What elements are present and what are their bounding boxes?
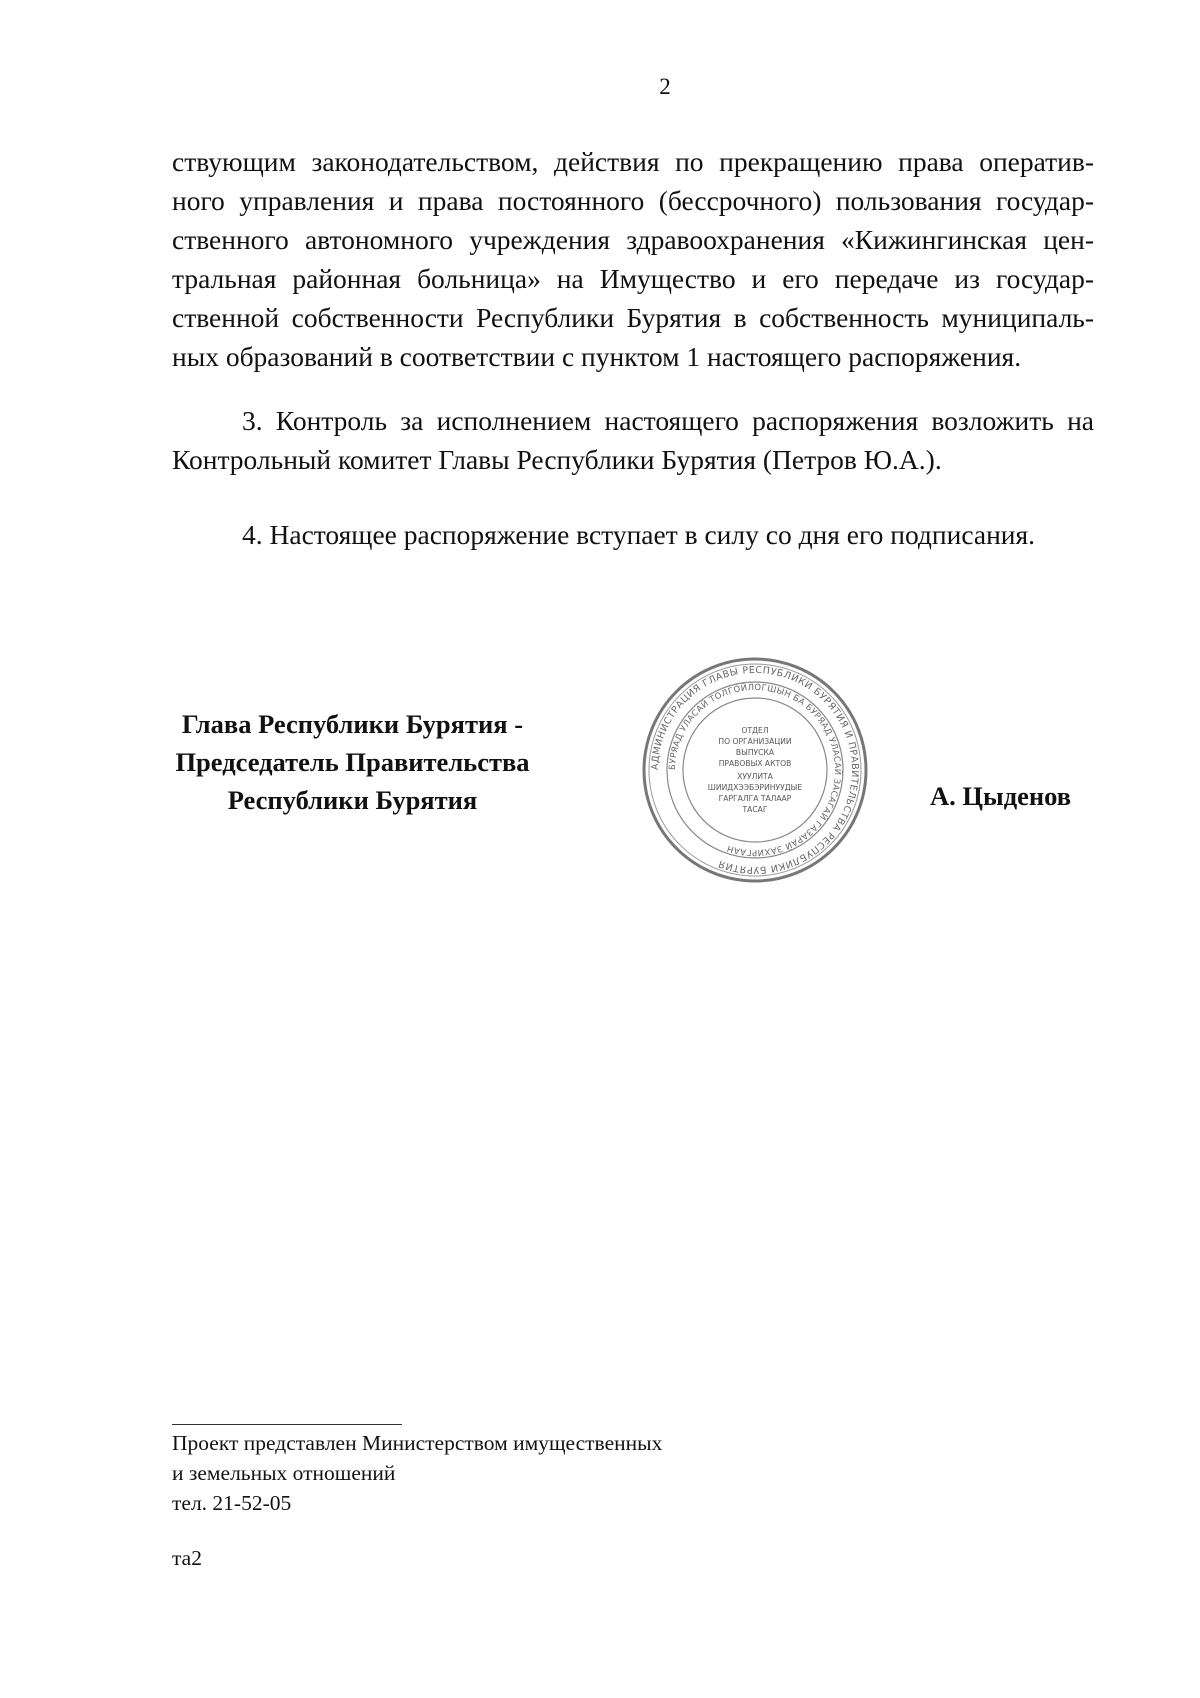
page-number: 2 — [659, 74, 671, 99]
signatory-name: А. Цыденов — [930, 781, 1072, 811]
paragraph-continuation — [172, 142, 1094, 376]
svg-text:АДМИНИСТРАЦИЯ ГЛАВЫ РЕСПУБЛИКИ — [650, 665, 860, 875]
seal-center-text: ПО ОРГАНИЗАЦИИ — [718, 737, 792, 746]
text-line: ственного автономного учреждения здравоохранения «Кижингинская цен- — [172, 224, 1094, 255]
seal-center-text: ШИИДХЭЭБЭРИНУУДЫЕ — [707, 783, 803, 792]
footnote-divider — [172, 1424, 402, 1425]
footnote-line: тел. 21-52-05 — [172, 1491, 292, 1515]
seal-inner-text: БУРЯАД УЛАСАЙ ТОЛГОЙЛОГШЫН БА БУРЯАД УЛАСАЙ ЗАСАГАЙ ГАЗАРАЙ ЗАХИРГААН — [667, 682, 843, 858]
footnote-line: и земельных отношений — [172, 1461, 396, 1485]
text-line: ного управления и права постоянного (бессрочного) пользования государ- — [172, 185, 1094, 216]
signatory-title — [160, 705, 545, 819]
footnote-line: Проект представлен Министерством имущественных — [172, 1431, 663, 1455]
signatory-title-line: Председатель Правительства — [175, 747, 530, 777]
paragraph-item-4 — [172, 515, 1094, 554]
seal-center-text: ОТДЕЛ — [741, 726, 769, 735]
seal-center-text: ПРАВОВЫХ АКТОВ — [718, 759, 792, 768]
paragraph-item-3 — [172, 401, 1094, 479]
text-line: ных образований в соответствии с пунктом 1 настоящего распоряжения. — [172, 341, 1022, 372]
footnote — [172, 1428, 662, 1518]
document-code: та2 — [172, 1546, 202, 1570]
text-line: ствующим законодательством, действия по прекращению права оператив- — [172, 146, 1094, 177]
text-line: 3. Контроль за исполнением настоящего распоряжения возложить на — [242, 405, 1094, 436]
seal-center-text: ТАСАГ — [742, 805, 768, 814]
seal-center-text: ГАРГАЛГА ТАЛААР — [718, 794, 792, 803]
signatory-title-line: Республики Бурятия — [227, 785, 478, 815]
text-line: ственной собственности Республики Бурятия в собственность муниципаль- — [172, 302, 1094, 333]
text-line: тральная районная больница» на Имущество и его передаче из государ- — [172, 263, 1094, 294]
seal-center-text: ХУУЛИТА — [737, 772, 773, 781]
seal-center-text: ВЫПУСКА — [735, 748, 775, 757]
official-seal — [640, 655, 870, 885]
signatory-title-line: Глава Республики Бурятия - — [181, 709, 524, 739]
text-line: Контрольный комитет Главы Республики Бурятия (Петров Ю.А.). — [172, 444, 942, 475]
text-line: 4. Настоящее распоряжение вступает в силу со дня его подписания. — [242, 519, 1036, 550]
seal-outer-text: АДМИНИСТРАЦИЯ ГЛАВЫ РЕСПУБЛИКИ БУРЯТИЯ И ПРАВИТЕЛЬСТВА РЕСПУБЛИКИ БУРЯТИЯ — [649, 664, 861, 876]
